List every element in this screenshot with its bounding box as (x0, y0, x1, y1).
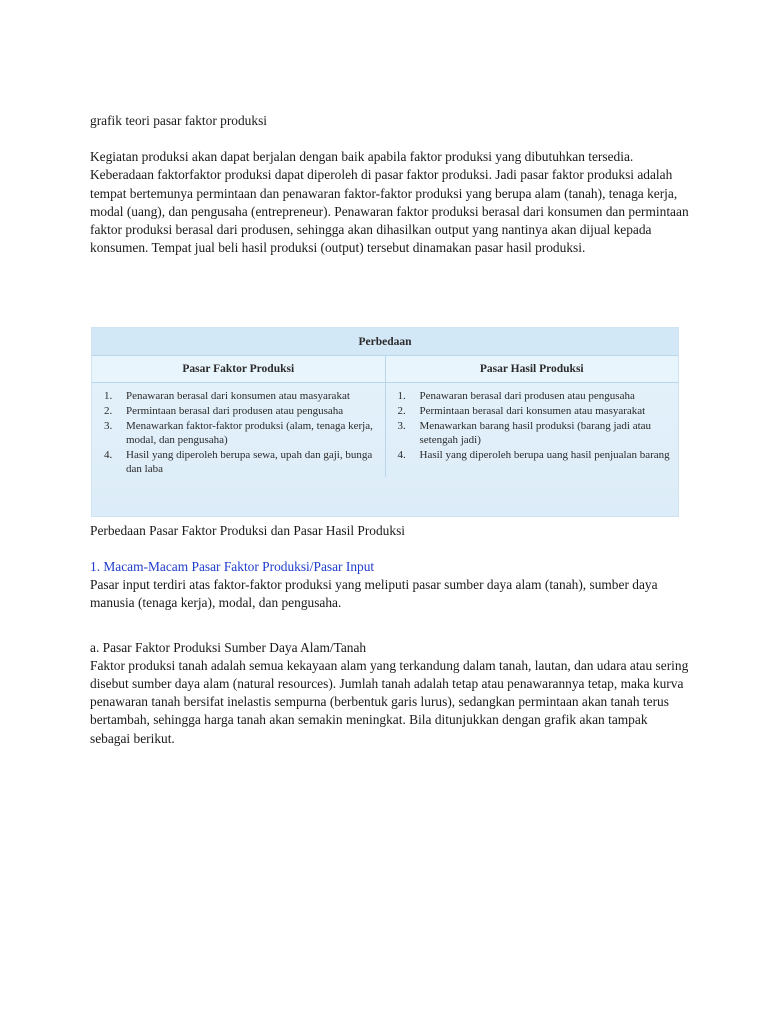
table-item (104, 448, 379, 476)
table-item-number: 1. (104, 390, 113, 402)
table-item (104, 419, 379, 447)
table-item-number: 2. (397, 405, 406, 417)
comparison-table (91, 327, 679, 517)
table-item-text: Penawaran berasal dari produsen atau pengusaha (419, 390, 635, 402)
table-header: Perbedaan (92, 328, 678, 356)
table-item-number: 3. (397, 420, 406, 432)
section-a-heading: a. Pasar Faktor Produksi Sumber Daya Alam/Tanah (90, 639, 367, 655)
document-top (90, 112, 690, 257)
table-item-number: 1. (397, 390, 406, 402)
table-body (92, 383, 678, 477)
table-item-text: Penawaran berasal dari konsumen atau masyarakat (126, 390, 350, 402)
section-1-body: Pasar input terdiri atas faktor-faktor produksi yang meliputi pasar sumber daya alam (tanah), sumber daya manusia (tenaga kerja), modal, dan pengusaha. (90, 577, 658, 611)
figure-caption: Perbedaan Pasar Faktor Produksi dan Pasar Hasil Produksi (90, 523, 406, 538)
table-item-text: Menawarkan barang hasil produksi (barang jadi atau setengah jadi) (419, 420, 652, 446)
table-item (398, 404, 673, 418)
table-item (398, 448, 673, 462)
table-column-left (92, 383, 386, 477)
table-item-text: Menawarkan faktor-faktor produksi (alam, tenaga kerja, modal, dan pengusaha) (126, 420, 373, 446)
doc-title: grafik teori pasar faktor produksi (90, 113, 267, 128)
table-item-text: Hasil yang diperoleh berupa sewa, upah dan gaji, bunga dan laba (126, 449, 373, 475)
col-header-pasar-hasil: Pasar Hasil Produksi (479, 363, 584, 375)
table-item (104, 389, 379, 403)
table-item (398, 389, 673, 403)
section-1-heading-link[interactable]: 1. Macam-Macam Pasar Faktor Produksi/Pasar Input (90, 559, 375, 574)
table-item-text: Permintaan berasal dari konsumen atau masyarakat (419, 405, 646, 417)
table-item (104, 404, 379, 418)
table-item (398, 419, 673, 447)
table-item-text: Permintaan berasal dari produsen atau pengusaha (126, 405, 344, 417)
table-item-text: Hasil yang diperoleh berupa uang hasil penjualan barang (419, 449, 670, 461)
document-lower (90, 558, 690, 748)
table-item-number: 4. (104, 449, 113, 461)
table-item-number: 3. (104, 420, 113, 432)
table-column-right (386, 383, 679, 477)
intro-paragraph: Kegiatan produksi akan dapat berjalan dengan baik apabila faktor produksi yang dibutuhkan tersedia. Keberadaan faktorfaktor produksi dapat diperoleh di pasar faktor produksi. Jadi pasar faktor produksi adalah tempat bertemunya permintaan dan penawaran faktor-faktor produksi yang berupa alam (tanah), tenaga kerja, modal (uang), dan pengusaha (entrepreneur). Penawaran faktor produksi berasal dari konsumen dan permintaan faktor produksi berasal dari produsen, sehingga akan dihasilkan output yang nantinya akan dijual kepada konsumen. Tempat jual beli hasil produksi (output) tersebut dinamakan pasar hasil produksi. (90, 149, 689, 256)
table-column-headers (92, 356, 678, 383)
table-item-number: 2. (104, 405, 113, 417)
col-header-pasar-faktor: Pasar Faktor Produksi (92, 356, 386, 382)
section-a-body: Faktor produksi tanah adalah semua kekayaan alam yang terkandung dalam tanah, lautan, dan udara atau sering disebut sumber daya alam (natural resources). Jumlah tanah adalah tetap atau penawarannya tetap, maka kurva penawaran tanah bersifat inelastis sempurna (berbentuk garis lurus), sedangkan permintaan akan tanah terus bertambah, sehingga harga tanah akan semakin meningkat. Bila ditunjukkan dengan grafik akan tampak sebagai berikut. (90, 657, 689, 746)
table-item-number: 4. (397, 449, 406, 461)
